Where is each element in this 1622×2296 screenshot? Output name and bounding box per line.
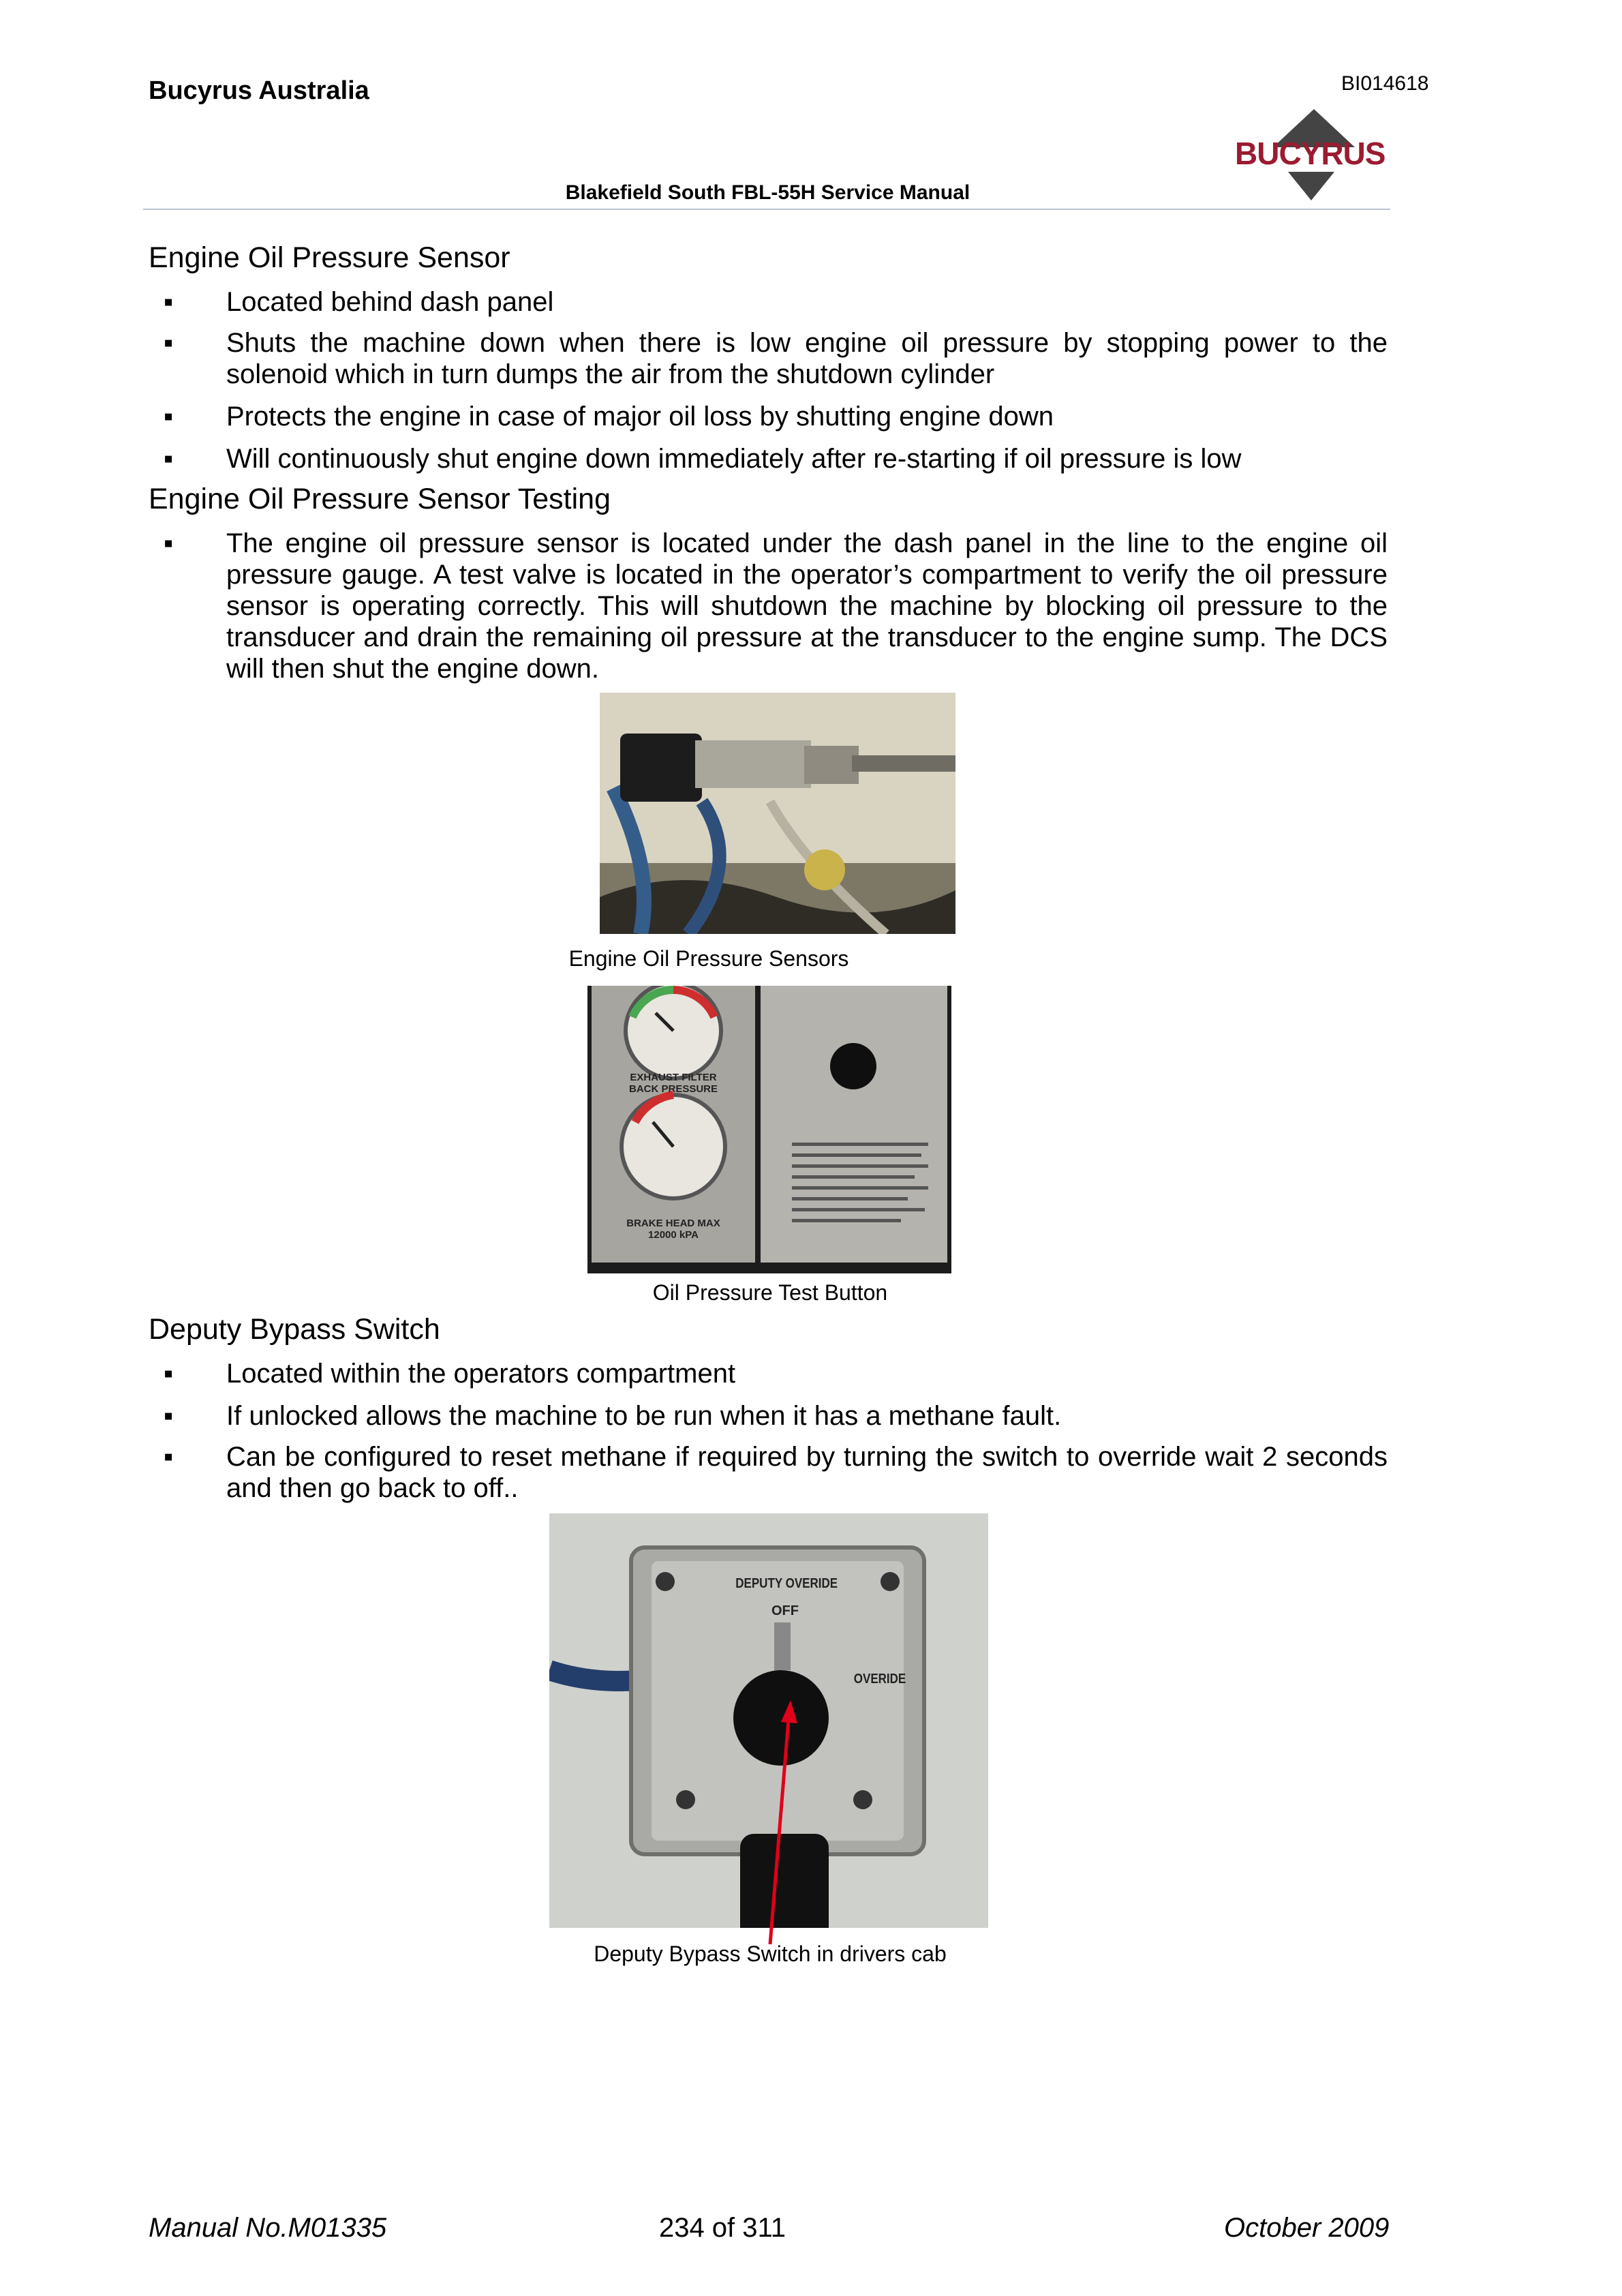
bullet-icon: ▪ [164, 528, 174, 558]
footer-date: October 2009 [1224, 2213, 1390, 2243]
list-item: Can be configured to reset methane if required by turning the switch to override wait 2 seconds and then go back to off.. [226, 1442, 1388, 1503]
caption-oil-pressure-sensors: Engine Oil Pressure Sensors [568, 946, 849, 971]
bullet-icon: ▪ [164, 444, 174, 474]
switch-label-deputy-overide: DEPUTY OVERIDE [735, 1576, 838, 1591]
caption-deputy-bypass-switch: Deputy Bypass Switch in drivers cab [594, 1942, 947, 1966]
manual-title: Blakefield South FBL-55H Service Manual [565, 181, 970, 204]
heading-sensor-testing: Engine Oil Pressure Sensor Testing [149, 483, 611, 515]
list-item: Located within the operators compartment [226, 1359, 736, 1389]
bullet-icon: ▪ [164, 328, 174, 358]
bullet-icon: ▪ [164, 287, 174, 317]
footer-page-number: 234 of 311 [658, 2213, 786, 2243]
gauge1-label: EXHAUST FILTER BACK PRESSURE [628, 1072, 718, 1095]
bullet-icon: ▪ [164, 1401, 174, 1431]
header-divider [143, 209, 1390, 210]
heading-deputy-bypass: Deputy Bypass Switch [149, 1313, 440, 1346]
bullet-icon: ▪ [164, 1442, 174, 1472]
list-item: Located behind dash panel [226, 287, 554, 317]
logo-wordmark: BUCYRUS [1235, 136, 1386, 171]
list-item: Protects the engine in case of major oil loss by shutting engine down [226, 402, 1054, 432]
photo-oil-pressure-sensor [600, 693, 955, 934]
bullet-icon: ▪ [164, 1359, 174, 1389]
company-name: Bucyrus Australia [149, 76, 369, 105]
list-item: Will continuously shut engine down immediately after re-starting if oil pressure is low [226, 444, 1242, 474]
document-id: BI014618 [1341, 72, 1429, 95]
footer-manual-number: Manual No.M01335 [149, 2213, 387, 2243]
list-item: Shuts the machine down when there is low engine oil pressure by stopping power to the solenoid which in turn dumps the air from the shutdown cylinder [226, 328, 1388, 389]
switch-label-overide: OVERIDE [853, 1672, 906, 1687]
heading-oil-pressure-sensor: Engine Oil Pressure Sensor [149, 241, 510, 274]
red-arrow-icon [750, 1697, 804, 1950]
photo-oil-pressure-test-button [587, 986, 951, 1273]
switch-label-off: OFF [771, 1603, 799, 1618]
gauge2-label: BRAKE HEAD MAX 12000 kPA [626, 1218, 720, 1241]
list-item: The engine oil pressure sensor is located under the dash panel in the line to the engine oil pressure gauge. A test valve is located in the operator’s compartment to verify the oil pressure sensor is operating correctly. This will shutdown the machine by blocking oil pressure to the transducer and drain the remaining oil pressure at the transducer to the engine sump. The DCS will then shut the engine down. [226, 528, 1388, 684]
bullet-icon: ▪ [164, 402, 174, 432]
list-item: If unlocked allows the machine to be run when it has a methane fault. [226, 1401, 1062, 1431]
caption-test-button: Oil Pressure Test Button [652, 1280, 888, 1305]
